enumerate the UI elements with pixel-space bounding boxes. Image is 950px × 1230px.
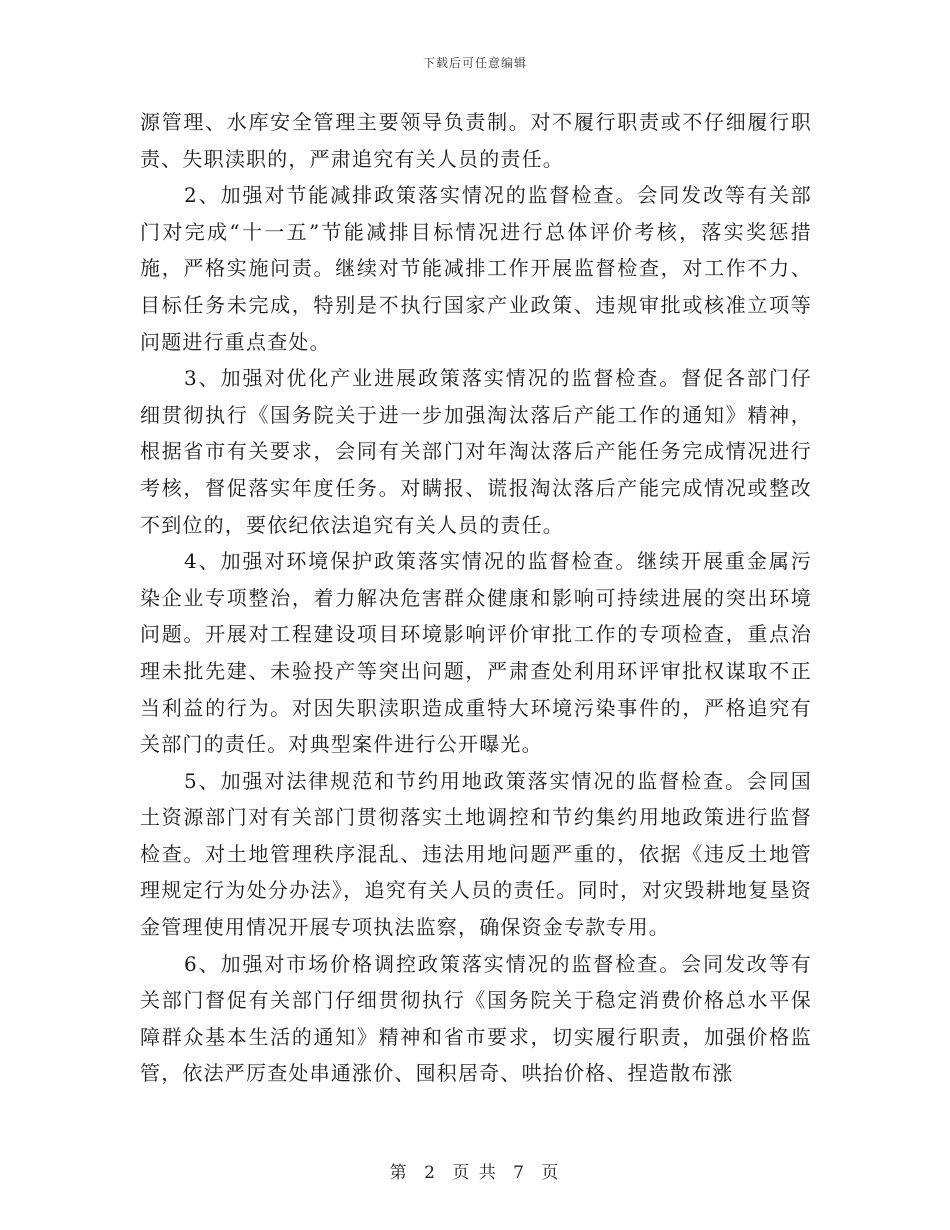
- paragraph-3: 3、加强对优化产业进展政策落实情况的监督检查。督促各部门仔细贯彻执行《国务院关于进一步加强淘汰落后产能工作的通知》精神，根据省市有关要求，会同有关部门对年淘汰落后产能任务完成情况进行考核，督促落实年度任务。对瞒报、谎报淘汰落后产能完成情况或整改不到位的，要依纪依法追究有关人员的责任。: [140, 366, 812, 537]
- paragraph-1: 源管理、水库安全管理主要领导负责制。对不履行职责或不仔细履行职责、失职渎职的，严肃追究有关人员的责任。: [140, 110, 812, 171]
- footer-middle: 页 共: [452, 1163, 498, 1183]
- footer-suffix: 页: [541, 1163, 561, 1183]
- paragraph-4: 4、加强对环境保护政策落实情况的监督检查。继续开展重金属污染企业专项整治，着力解决危害群众健康和影响可持续进展的突出环境问题。开展对工程建设项目环境影响评价审批工作的专项检查，重点治理未批先建、未验投产等突出问题，严肃查处利用环评审批权谋取不正当利益的行为。对因失职渎职造成重特大环境污染事件的，严格追究有关部门的责任。对典型案件进行公开曝光。: [140, 549, 812, 757]
- document-body: [140, 104, 812, 1092]
- page-header: 下载后可任意编辑: [422, 56, 527, 70]
- paragraph-5: 5、加强对法律规范和节约用地政策落实情况的监督检查。会同国土资源部门对有关部门贯彻落实土地调控和节约集约用地政策进行监督检查。对土地管理秩序混乱、违法用地问题严重的，依据《违反土地管理规定行为处分办法》，追究有关人员的责任。同时，对灾毁耕地复垦资金管理使用情况开展专项执法监察，确保资金专款专用。: [140, 768, 812, 940]
- footer-prefix: 第: [389, 1163, 409, 1183]
- footer-total-pages: 7: [513, 1163, 526, 1183]
- page-footer: [0, 1158, 950, 1183]
- footer-page-number: 2: [424, 1163, 437, 1183]
- paragraph-6: 6、加强对市场价格调控政策落实情况的监督检查。会同发改等有关部门督促有关部门仔细贯彻执行《国务院关于稳定消费价格总水平保障群众基本生活的通知》精神和省市要求，切实履行职责，加强价格监管，依法严厉查处串通涨价、囤积居奇、哄抬价格、捏造散布涨: [140, 951, 812, 1086]
- paragraph-2: 2、加强对节能减排政策落实情况的监督检查。会同发改等有关部门对完成“十一五”节能减排目标情况进行总体评价考核，落实奖惩措施，严格实施问责。继续对节能减排工作开展监督检查，对工作不力、目标任务未完成，特别是不执行国家产业政策、违规审批或核准立项等问题进行重点查处。: [140, 183, 812, 354]
